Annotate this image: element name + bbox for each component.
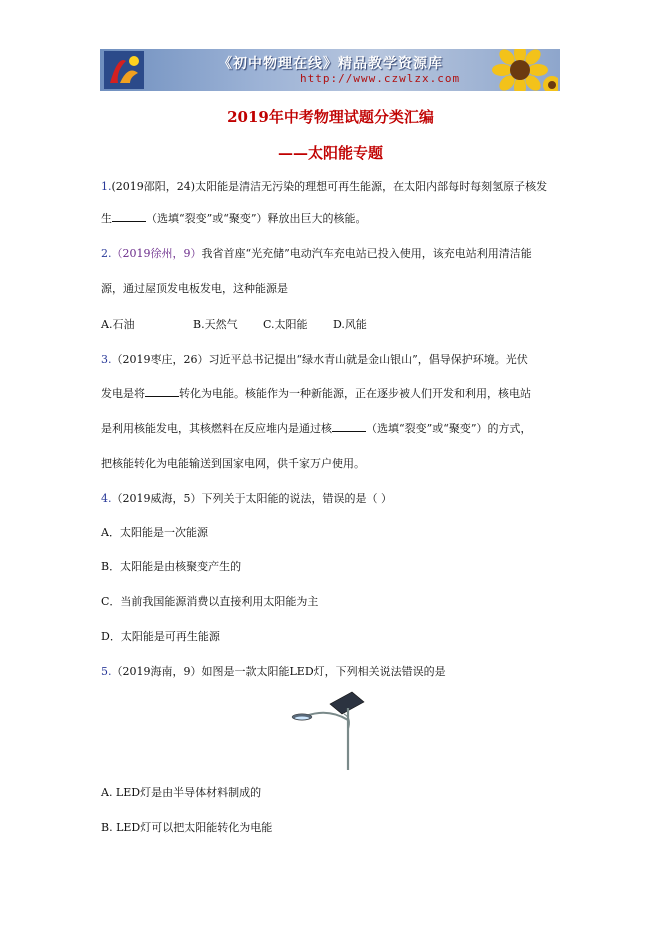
q5-text: 如图是一款太阳能LED灯，下列相关说法错误的是 <box>201 665 446 678</box>
q3-text-2b: 转化为电能。核能作为一种新能源，正在逐步被人们开发和利用，核电站 <box>179 387 531 400</box>
q4-option-a[interactable]: A．太阳能是一次能源 <box>101 526 208 539</box>
q1-line-1 <box>101 178 547 194</box>
q5-source: （2019海南，9） <box>111 665 202 678</box>
page-title: 2019年中考物理试题分类汇编 <box>227 108 434 126</box>
q4-option-c[interactable]: C．当前我国能源消费以直接利用太阳能为主 <box>101 595 319 608</box>
q2-text-1: 我省首座“光充储”电动汽车充电站已投入使用，该充电站利用清洁能 <box>201 247 532 260</box>
q2-line-2: 源，通过屋顶发电板发电，这种能源是 <box>101 282 288 295</box>
q3-line-2 <box>101 385 531 401</box>
q2-option-c[interactable]: C.太阳能 <box>263 318 308 331</box>
q2-options <box>101 316 367 332</box>
q1-answer-blank[interactable] <box>112 212 146 222</box>
q5-line-1 <box>101 663 446 679</box>
q1-text-2a: 生 <box>101 212 112 225</box>
q3-answer-blank-2[interactable] <box>332 422 366 432</box>
q3-line-4: 把核能转化为电能输送到国家电网，供千家万户使用。 <box>101 457 365 470</box>
q5-option-a[interactable]: A. LED灯是由半导体材料制成的 <box>101 786 262 799</box>
q4-source: （2019威海，5） <box>111 492 202 505</box>
q1-line-2 <box>101 210 367 226</box>
q1-text-2b: （选填“裂变”或“聚变”）释放出巨大的核能。 <box>146 212 367 225</box>
q4-option-b[interactable]: B．太阳能是由核聚变产生的 <box>101 560 242 573</box>
q2-option-d[interactable]: D.风能 <box>333 318 367 331</box>
q3-text-3a: 是利用核能发电，其核燃料在反应堆内是通过核 <box>101 422 332 435</box>
page-subtitle: ——太阳能专题 <box>277 144 383 162</box>
q4-line-1 <box>101 490 392 506</box>
q1-text-1: 太阳能是清洁无污染的理想可再生能源，在太阳内部每时每刻氢原子核发 <box>195 180 548 193</box>
q4-number: 4. <box>101 492 112 505</box>
q1-source: (2019邵阳，24) <box>111 180 196 193</box>
q5-option-b[interactable]: B. LED灯可以把太阳能转化为电能 <box>101 821 273 834</box>
banner-url[interactable]: http://www.czwlzx.com <box>300 72 461 85</box>
q2-option-a[interactable]: A.石油 <box>101 318 135 331</box>
banner-title: 《初中物理在线》精品教学资源库 <box>218 56 443 72</box>
q2-source: （2019徐州，9） <box>111 247 202 260</box>
q4-text: 下列关于太阳能的说法，错误的是（ ） <box>201 492 392 505</box>
sunflower-icon <box>482 49 558 91</box>
q3-text-2a: 发电是将 <box>101 387 145 400</box>
q4-option-d[interactable]: D．太阳能是可再生能源 <box>101 630 220 643</box>
site-banner <box>100 49 560 91</box>
q5-number: 5. <box>101 665 112 678</box>
q2-option-b[interactable]: B.天然气 <box>193 318 238 331</box>
q3-line-1 <box>101 351 528 367</box>
q3-text-1: 习近平总书记提出“绿水青山就是金山银山”，倡导保护环境。光伏 <box>208 353 528 366</box>
q2-line-1 <box>101 245 532 261</box>
q3-source: （2019枣庄，26） <box>111 353 209 366</box>
site-logo-icon <box>104 51 144 89</box>
q3-number: 3. <box>101 353 112 366</box>
q1-number: 1. <box>101 180 112 193</box>
solar-led-lamp-icon <box>288 690 368 770</box>
q2-number: 2. <box>101 247 112 260</box>
q3-answer-blank-1[interactable] <box>145 387 179 397</box>
q3-text-3b: （选填“裂变”或“聚变”）的方式， <box>366 422 532 435</box>
q3-line-3 <box>101 420 532 436</box>
